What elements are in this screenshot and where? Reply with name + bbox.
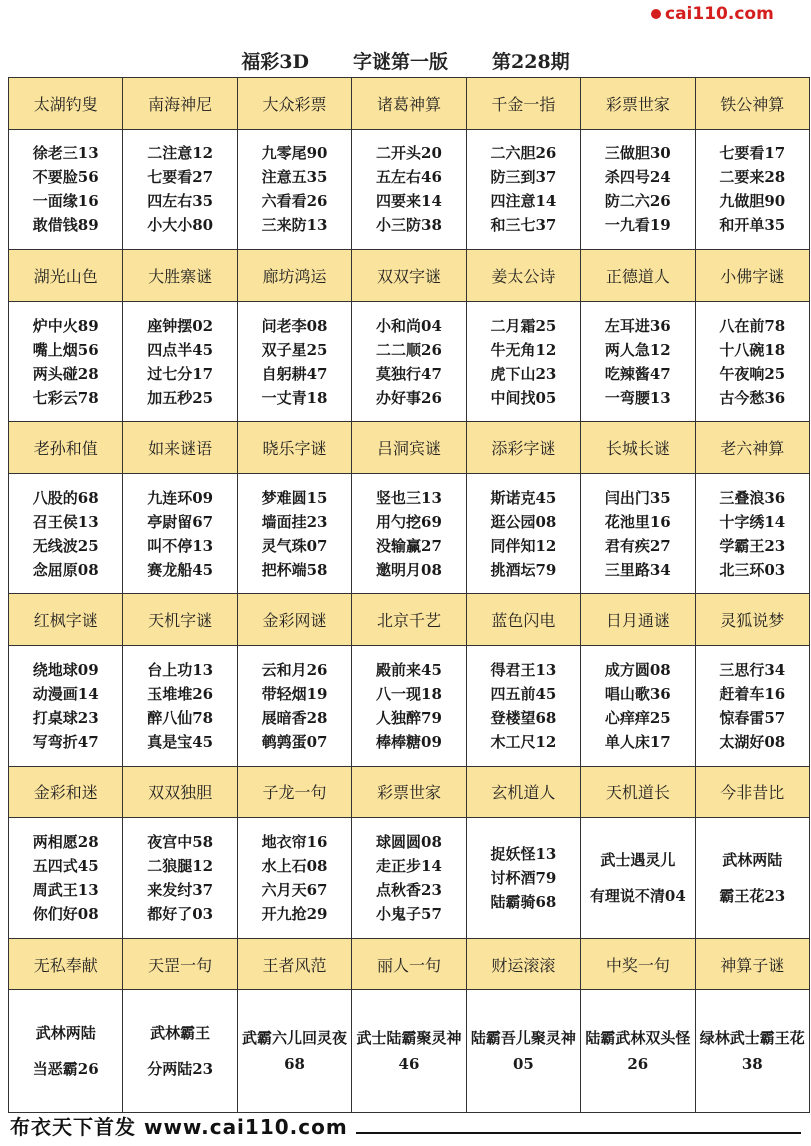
- riddle-line: 一弯腰13: [604, 388, 671, 407]
- riddle-line: 两头碰28: [32, 364, 99, 383]
- riddle-cell: [352, 818, 466, 939]
- column-header: 双双独胆: [123, 766, 237, 818]
- riddle-line: 双子星25: [261, 340, 328, 359]
- riddle-line: 杀四号24: [604, 168, 671, 187]
- column-header: 老孙和值: [9, 422, 123, 474]
- riddle-line: 六月天67: [261, 880, 328, 899]
- riddle-line: 台上功13: [147, 660, 214, 679]
- riddle-line: 十字绣14: [719, 512, 786, 531]
- riddle-line: 问老李08: [261, 316, 328, 335]
- riddle-line: 武林两陆: [722, 850, 783, 869]
- column-header: 今非昔比: [695, 766, 809, 818]
- riddle-line: 殿前来45: [376, 660, 442, 679]
- riddle-line: 四左右35: [147, 192, 214, 211]
- column-header: 长城长谜: [581, 422, 695, 474]
- footer-rule: [356, 1132, 801, 1134]
- riddle-line: 三里路34: [604, 560, 671, 579]
- riddle-cell: [695, 818, 809, 939]
- riddle-cell: [466, 129, 580, 250]
- riddle-line: 心痒痒25: [604, 708, 671, 727]
- riddle-line: 登楼望68: [490, 708, 557, 727]
- riddle-line: 不要脸56: [32, 168, 99, 187]
- column-header: 诸葛神算: [352, 78, 466, 130]
- column-header: 姜太公诗: [466, 250, 580, 302]
- riddle-line: 水上石08: [261, 856, 328, 875]
- riddle-line: 二月霜25: [490, 316, 557, 335]
- riddle-line: 炉中火89: [32, 316, 99, 335]
- riddle-line: 六看看26: [261, 192, 328, 211]
- riddle-line: 七要看17: [719, 144, 786, 163]
- riddle-line: 办好事26: [376, 388, 442, 407]
- riddle-line: 武士陆霸聚灵神46: [356, 1029, 462, 1074]
- riddle-line: 陆霸武林双头怪26: [585, 1029, 691, 1074]
- column-header: 红枫字谜: [9, 594, 123, 646]
- riddle-line: 四点半45: [147, 340, 214, 359]
- riddle-line: 二狼腿12: [147, 856, 214, 875]
- riddle-line: 自躬耕47: [261, 364, 328, 383]
- column-header: 南海神尼: [123, 78, 237, 130]
- riddle-line: 周武王13: [32, 880, 99, 899]
- riddle-cell: [237, 129, 351, 250]
- riddle-line: 两人急12: [604, 340, 671, 359]
- riddle-line: 木工尺12: [490, 732, 557, 751]
- riddle-line: 二注意12: [147, 144, 214, 163]
- riddle-line: 武林霸王: [150, 1024, 211, 1043]
- column-header: 财运滚滚: [466, 938, 580, 990]
- header-row: [9, 78, 810, 130]
- header-row: [9, 594, 810, 646]
- riddle-line: 学霸王23: [719, 536, 786, 555]
- riddle-line: 都好了03: [147, 904, 214, 923]
- column-header: 北京千艺: [352, 594, 466, 646]
- column-header: 太湖钓叟: [9, 78, 123, 130]
- riddle-line: 武霸六儿回灵夜68: [242, 1029, 348, 1074]
- riddle-row: [9, 473, 810, 594]
- riddle-line: 挑酒坛79: [490, 560, 557, 579]
- column-header: 湖光山色: [9, 250, 123, 302]
- column-header: 玄机道人: [466, 766, 580, 818]
- riddle-line: 防二六26: [604, 192, 671, 211]
- riddle-line: 人独醉79: [376, 708, 442, 727]
- riddle-line: 五四式45: [32, 856, 99, 875]
- riddle-cell: [9, 646, 123, 767]
- riddle-cell: [581, 129, 695, 250]
- column-header: 日月通谜: [581, 594, 695, 646]
- riddle-line: 捉妖怪13: [490, 844, 557, 863]
- header-row: [9, 422, 810, 474]
- riddle-cell: [123, 129, 237, 250]
- riddle-cell: [466, 301, 580, 422]
- column-header: 大胜寨谜: [123, 250, 237, 302]
- riddle-cell: [123, 301, 237, 422]
- riddle-line: 把杯端58: [261, 560, 328, 579]
- riddle-line: 带轻烟19: [261, 684, 328, 703]
- riddle-line: 午夜响25: [719, 364, 786, 383]
- riddle-line: 九零尾90: [261, 144, 328, 163]
- riddle-line: 球圆圆08: [376, 832, 442, 851]
- riddle-line: 鹌鹑蛋07: [261, 732, 328, 751]
- riddle-line: 加五秒25: [147, 388, 214, 407]
- column-header: 彩票世家: [352, 766, 466, 818]
- riddle-line: 古今愁36: [719, 388, 786, 407]
- riddle-line: 一九看19: [604, 216, 671, 235]
- riddle-row: [9, 990, 810, 1113]
- column-header: 丽人一句: [352, 938, 466, 990]
- riddle-line: 小大小80: [147, 216, 214, 235]
- riddle-line: 君有疾27: [604, 536, 671, 555]
- riddle-line: 虎下山23: [490, 364, 557, 383]
- riddle-line: 唱山歌36: [604, 684, 671, 703]
- riddle-line: 九做胆90: [719, 192, 786, 211]
- riddle-line: 和三七37: [490, 216, 557, 235]
- riddle-line: 召王侯13: [32, 512, 99, 531]
- riddle-line: 二开头20: [376, 144, 442, 163]
- riddle-line: 二六胆26: [490, 144, 557, 163]
- riddle-line: 九连环09: [147, 488, 214, 507]
- riddle-line: 和开单35: [719, 216, 786, 235]
- column-header: 神算子谜: [695, 938, 809, 990]
- riddle-cell: [9, 301, 123, 422]
- riddle-cell: [352, 646, 466, 767]
- riddle-line: 八一现18: [376, 684, 442, 703]
- logo-dot-icon: [651, 9, 661, 19]
- column-header: 千金一指: [466, 78, 580, 130]
- riddle-line: 棒棒糖09: [376, 732, 442, 751]
- column-header: 铁公神算: [695, 78, 809, 130]
- riddle-line: 写弯折47: [32, 732, 99, 751]
- riddle-line: 一面缘16: [32, 192, 99, 211]
- riddle-cell: [695, 129, 809, 250]
- riddle-line: 四要来14: [376, 192, 442, 211]
- riddle-line: 灵气珠07: [261, 536, 328, 555]
- riddle-cell: [352, 301, 466, 422]
- riddle-line: 得君王13: [490, 660, 557, 679]
- riddle-cell: [695, 990, 809, 1113]
- column-header: 小佛字谜: [695, 250, 809, 302]
- riddle-cell: [123, 818, 237, 939]
- riddle-line: 有理说不清04: [589, 886, 686, 905]
- riddle-line: 五左右46: [376, 168, 442, 187]
- column-header: 天罡一句: [123, 938, 237, 990]
- riddle-line: 注意五35: [261, 168, 328, 187]
- riddle-cell: [237, 646, 351, 767]
- column-header: 灵狐说梦: [695, 594, 809, 646]
- riddle-line: 北三环03: [719, 560, 786, 579]
- riddle-line: 醉八仙78: [147, 708, 214, 727]
- riddle-line: 邀明月08: [376, 560, 442, 579]
- riddle-line: 开九抢29: [261, 904, 328, 923]
- riddle-line: 绕地球09: [32, 660, 99, 679]
- riddle-line: 走正步14: [376, 856, 442, 875]
- riddle-line: 二二顺26: [376, 340, 442, 359]
- riddle-line: 夜宫中58: [147, 832, 214, 851]
- riddle-line: 点秋香23: [376, 880, 442, 899]
- riddle-line: 打桌球23: [32, 708, 99, 727]
- riddle-line: 小三防38: [376, 216, 442, 235]
- riddle-line: 一丈青18: [261, 388, 328, 407]
- column-header: 王者风范: [237, 938, 351, 990]
- riddle-line: 四五前45: [490, 684, 557, 703]
- riddle-cell: [581, 818, 695, 939]
- riddle-line: 四注意14: [490, 192, 557, 211]
- column-header: 天机字谜: [123, 594, 237, 646]
- riddle-line: 没输赢27: [376, 536, 442, 555]
- riddle-line: 用勺挖69: [376, 512, 442, 531]
- riddle-line: 亭尉留67: [147, 512, 214, 531]
- riddle-row: [9, 646, 810, 767]
- riddle-cell: [9, 990, 123, 1113]
- riddle-line: 陆霸骑68: [490, 892, 557, 911]
- column-header: 金彩网谜: [237, 594, 351, 646]
- riddle-cell: [352, 473, 466, 594]
- riddle-cell: [352, 129, 466, 250]
- riddle-cell: [237, 818, 351, 939]
- riddle-line: 霸王花23: [719, 886, 786, 905]
- riddle-line: 武士遇灵儿: [600, 850, 676, 869]
- column-header: 彩票世家: [581, 78, 695, 130]
- title-edition: 字谜第一版: [353, 50, 449, 73]
- footer-text: 布衣天下首发 www.cai110.com: [10, 1114, 348, 1139]
- column-header: 子龙一句: [237, 766, 351, 818]
- riddle-cell: [123, 646, 237, 767]
- riddle-row: [9, 301, 810, 422]
- column-header: 如来谜语: [123, 422, 237, 474]
- riddle-line: 八股的68: [32, 488, 99, 507]
- riddle-cell: [466, 818, 580, 939]
- title-issue: 第228期: [492, 50, 570, 73]
- header-row: [9, 938, 810, 990]
- column-header: 吕洞宾谜: [352, 422, 466, 474]
- riddle-line: 来发纣37: [147, 880, 214, 899]
- riddle-line: 莫独行47: [376, 364, 442, 383]
- riddle-cell: [581, 646, 695, 767]
- page-title: [0, 45, 811, 75]
- riddle-line: 你们好08: [32, 904, 99, 923]
- riddle-line: 徐老三13: [32, 144, 99, 163]
- riddle-line: 竖也三13: [376, 488, 442, 507]
- riddle-line: 绿林武士霸王花38: [699, 1029, 805, 1074]
- riddle-line: 墙面挂23: [261, 512, 328, 531]
- riddle-line: 防三到37: [490, 168, 557, 187]
- riddle-cell: [695, 646, 809, 767]
- riddle-line: 嘴上烟56: [32, 340, 99, 359]
- column-header: 添彩字谜: [466, 422, 580, 474]
- riddle-line: 无线波25: [32, 536, 99, 555]
- column-header: 老六神算: [695, 422, 809, 474]
- riddle-cell: [581, 473, 695, 594]
- riddle-line: 中间找05: [490, 388, 557, 407]
- riddle-cell: [123, 473, 237, 594]
- riddle-line: 玉堆堆26: [147, 684, 214, 703]
- title-lottery: 福彩3D: [241, 50, 309, 73]
- riddle-line: 牛无角12: [490, 340, 557, 359]
- riddle-cell: [466, 473, 580, 594]
- riddle-line: 陆霸吾儿聚灵神05: [470, 1029, 576, 1074]
- column-header: 晓乐字谜: [237, 422, 351, 474]
- riddle-line: 三思行34: [719, 660, 786, 679]
- riddle-line: 云和月26: [261, 660, 328, 679]
- riddle-line: 花池里16: [604, 512, 671, 531]
- riddle-line: 动漫画14: [32, 684, 99, 703]
- riddle-line: 七彩云78: [32, 388, 99, 407]
- riddle-line: 真是宝45: [147, 732, 214, 751]
- header-row: [9, 766, 810, 818]
- riddle-cell: [123, 990, 237, 1113]
- logo-text: cai110.com: [665, 4, 774, 24]
- riddle-line: 过七分17: [147, 364, 214, 383]
- riddle-cell: [9, 473, 123, 594]
- riddle-cell: [9, 818, 123, 939]
- riddle-line: 成方圆08: [604, 660, 671, 679]
- riddle-line: 叫不停13: [147, 536, 214, 555]
- riddle-cell: [352, 990, 466, 1113]
- riddle-line: 三做胆30: [604, 144, 671, 163]
- riddle-line: 七要看27: [147, 168, 214, 187]
- riddle-table: [8, 77, 810, 1113]
- riddle-line: 梦难圆15: [261, 488, 328, 507]
- riddle-line: 左耳进36: [604, 316, 671, 335]
- riddle-row: [9, 129, 810, 250]
- riddle-line: 当恶霸26: [32, 1060, 99, 1079]
- riddle-line: 十八碗18: [719, 340, 786, 359]
- column-header: 无私奉献: [9, 938, 123, 990]
- column-header: 廊坊鸿运: [237, 250, 351, 302]
- site-logo[interactable]: [647, 0, 811, 28]
- riddle-cell: [237, 473, 351, 594]
- riddle-cell: [695, 301, 809, 422]
- riddle-line: 讨杯酒79: [490, 868, 557, 887]
- riddle-cell: [9, 129, 123, 250]
- riddle-cell: [581, 990, 695, 1113]
- riddle-line: 吃辣酱47: [604, 364, 671, 383]
- riddle-line: 三叠浪36: [719, 488, 786, 507]
- riddle-line: 座钟摆02: [147, 316, 214, 335]
- riddle-line: 三来防13: [261, 216, 328, 235]
- riddle-line: 闫出门35: [604, 488, 671, 507]
- column-header: 蓝色闪电: [466, 594, 580, 646]
- riddle-line: 赶着车16: [719, 684, 786, 703]
- riddle-line: 同伴知12: [490, 536, 557, 555]
- riddle-line: 单人床17: [604, 732, 671, 751]
- riddle-line: 武林两陆: [35, 1024, 96, 1043]
- riddle-line: 展暗香28: [261, 708, 328, 727]
- riddle-cell: [695, 473, 809, 594]
- riddle-line: 惊春雷57: [719, 708, 786, 727]
- riddle-line: 地衣帘16: [261, 832, 328, 851]
- column-header: 正德道人: [581, 250, 695, 302]
- riddle-line: 太湖好08: [719, 732, 786, 751]
- riddle-line: 八在前78: [719, 316, 786, 335]
- riddle-line: 敢借钱89: [32, 216, 99, 235]
- riddle-line: 小和尚04: [376, 316, 442, 335]
- column-header: 中奖一句: [581, 938, 695, 990]
- column-header: 双双字谜: [352, 250, 466, 302]
- riddle-line: 小鬼子57: [376, 904, 442, 923]
- column-header: 天机道长: [581, 766, 695, 818]
- riddle-line: 分两陆23: [147, 1060, 214, 1079]
- header-row: [9, 250, 810, 302]
- riddle-line: 二要来28: [719, 168, 786, 187]
- riddle-cell: [581, 301, 695, 422]
- column-header: 大众彩票: [237, 78, 351, 130]
- riddle-line: 逛公园08: [490, 512, 557, 531]
- riddle-line: 赛龙船45: [147, 560, 214, 579]
- riddle-line: 斯诺克45: [490, 488, 557, 507]
- riddle-cell: [237, 301, 351, 422]
- riddle-cell: [466, 646, 580, 767]
- footer: [0, 1108, 811, 1142]
- riddle-row: [9, 818, 810, 939]
- riddle-line: 两相愿28: [32, 832, 99, 851]
- riddle-cell: [466, 990, 580, 1113]
- riddle-cell: [237, 990, 351, 1113]
- column-header: 金彩和迷: [9, 766, 123, 818]
- riddle-line: 念屈原08: [32, 560, 99, 579]
